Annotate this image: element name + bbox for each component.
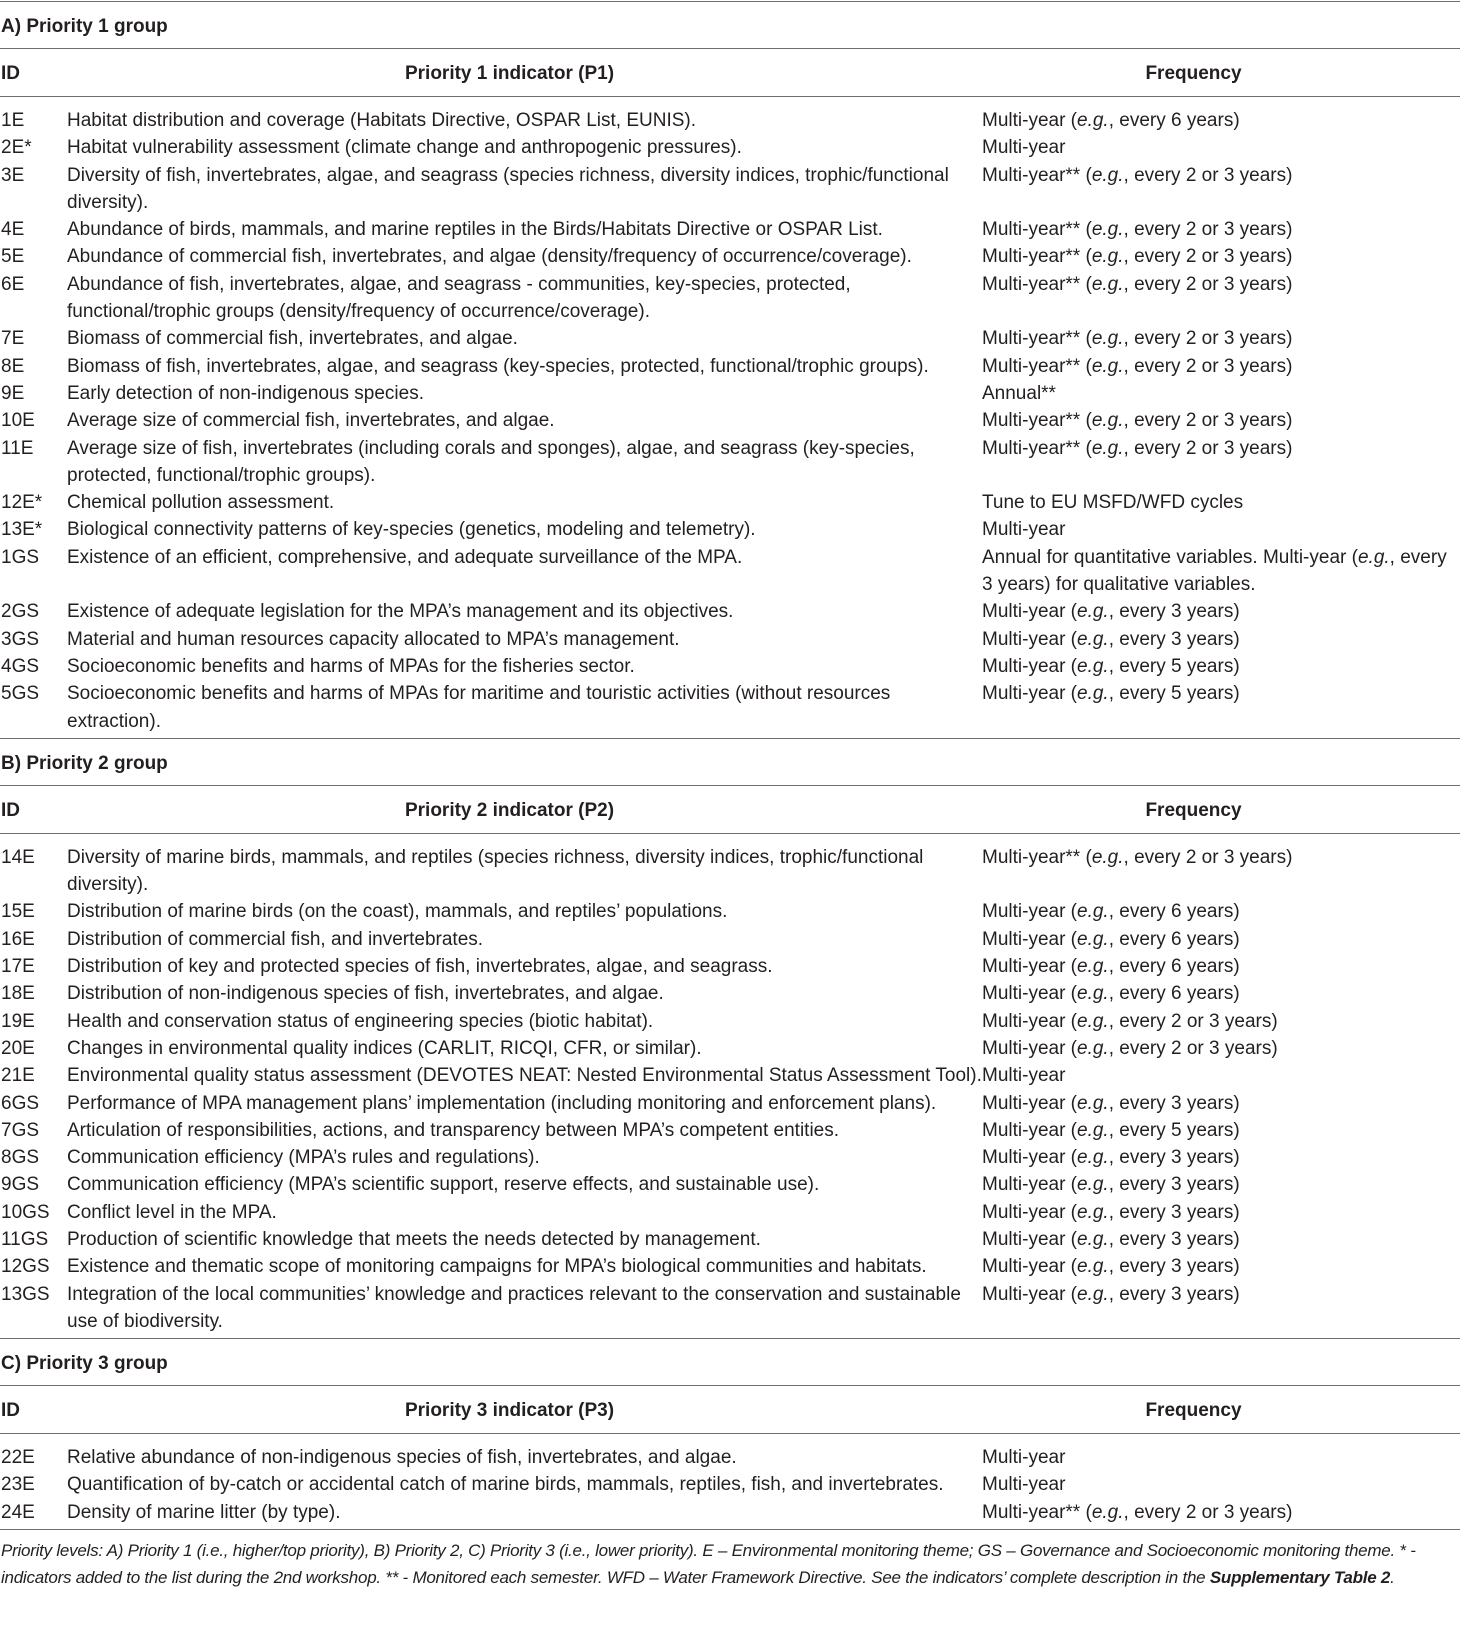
- cell-indicator: Abundance of commercial fish, invertebrates, and algae (density/frequency of occurrence/coverage).: [67, 246, 912, 268]
- group-title: A) Priority 1 group: [1, 16, 168, 37]
- cell-frequency: Multi-year** (e.g., every 2 or 3 years): [982, 355, 1293, 377]
- cell-indicator: Existence and thematic scope of monitoring campaigns for MPA’s biological communities and habitats.: [67, 1256, 927, 1278]
- cell-id: 6E: [1, 273, 25, 295]
- table-row: [0, 271, 1460, 326]
- column-header-frequency: Frequency: [1145, 63, 1242, 84]
- cell-id: 22E: [1, 1447, 35, 1469]
- column-header-indicator: Priority 2 indicator (P2): [404, 799, 615, 821]
- cell-frequency: Multi-year (e.g., every 5 years): [982, 683, 1240, 705]
- cell-indicator: Distribution of marine birds (on the coast), mammals, and reptiles’ populations.: [67, 901, 728, 923]
- cell-indicator: Average size of commercial fish, invertebrates, and algae.: [67, 410, 555, 432]
- cell-frequency: Multi-year (e.g., every 6 years): [982, 928, 1240, 950]
- cell-indicator: Communication efficiency (MPA’s scientific support, reserve effects, and sustainable use).: [67, 1174, 820, 1196]
- cell-frequency: Multi-year** (e.g., every 2 or 3 years): [982, 410, 1293, 432]
- table-row: [0, 489, 1460, 516]
- column-header-id: ID: [1, 799, 20, 821]
- table-row: [0, 1253, 1460, 1280]
- table-row: [0, 844, 1460, 899]
- cell-id: 3E: [1, 164, 25, 186]
- indicator-table: [0, 1, 1460, 1591]
- table-row: [0, 1199, 1460, 1226]
- cell-indicator: Articulation of responsibilities, actions, and transparency between MPA’s competent entities.: [67, 1119, 840, 1141]
- table-row: [0, 162, 1460, 217]
- header-row: [0, 49, 1460, 96]
- cell-indicator: Distribution of key and protected species of fish, invertebrates, algae, and seagrass.: [67, 956, 773, 978]
- table-row: [0, 516, 1460, 543]
- header-row: [0, 1386, 1460, 1433]
- cell-indicator: Biological connectivity patterns of key-species (genetics, modeling and telemetry).: [67, 519, 756, 541]
- cell-id: 15E: [1, 901, 35, 923]
- column-header-indicator: Priority 3 indicator (P3): [404, 1400, 615, 1422]
- cell-id: 1E: [1, 110, 25, 131]
- cell-id: 12GS: [1, 1256, 50, 1278]
- group-title: C) Priority 3 group: [1, 1353, 168, 1375]
- table-row: [0, 1499, 1460, 1526]
- cell-indicator: Distribution of commercial fish, and invertebrates.: [67, 928, 484, 950]
- cell-frequency: Multi-year (e.g., every 3 years): [982, 1147, 1240, 1169]
- cell-frequency: Multi-year: [982, 1065, 1066, 1087]
- cell-frequency: Multi-year (e.g., every 3 years): [982, 628, 1240, 650]
- cell-frequency: Multi-year: [982, 519, 1066, 541]
- footnote-text: Priority levels: A) Priority 1 (i.e., higher/top priority), B) Priority 2, C) Priority 3 (i.e., lower priority). E – Environmental monitoring theme; GS – Governance and Socioeconomic monitoring theme. * - indicators added to the list during the 2nd workshop. ** - Monitored each semester. WFD – Water Framework Directive. See the indicators’ complete description in the: [1, 1541, 1416, 1588]
- table-row: [0, 353, 1460, 380]
- table-row: [0, 980, 1460, 1007]
- cell-indicator: Health and conservation status of engineering species (biotic habitat).: [67, 1010, 654, 1032]
- cell-indicator: Production of scientific knowledge that meets the needs detected by management.: [67, 1228, 761, 1250]
- table-row: [0, 953, 1460, 980]
- cell-indicator: Density of marine litter (by type).: [67, 1501, 341, 1523]
- column-header-id: ID: [1, 63, 20, 84]
- cell-frequency: Annual**: [982, 382, 1056, 404]
- table-row: [0, 653, 1460, 680]
- cell-indicator: Habitat distribution and coverage (Habitats Directive, OSPAR List, EUNIS).: [67, 110, 697, 131]
- table-row: [0, 1117, 1460, 1144]
- cell-indicator: Habitat vulnerability assessment (climate change and anthropogenic pressures).: [67, 137, 742, 159]
- cell-indicator: Average size of fish, invertebrates (including corals and sponges), algae, and seagrass (key-species, protected, functional/trophic groups).: [67, 437, 915, 486]
- table-body: [0, 97, 1460, 738]
- cell-indicator: Quantification of by-catch or accidental catch of marine birds, mammals, reptiles, fish, and invertebrates.: [67, 1474, 944, 1496]
- cell-id: 7GS: [1, 1119, 40, 1141]
- table-row: [0, 680, 1460, 735]
- cell-indicator: Relative abundance of non-indigenous species of fish, invertebrates, and algae.: [67, 1447, 737, 1469]
- cell-indicator: Communication efficiency (MPA’s rules and regulations).: [67, 1147, 540, 1169]
- cell-indicator: Existence of an efficient, comprehensive, and adequate surveillance of the MPA.: [67, 546, 743, 568]
- column-header-id: ID: [1, 1400, 20, 1422]
- cell-id: 5GS: [1, 683, 40, 705]
- cell-id: 18E: [1, 983, 35, 1005]
- table-row: [0, 1226, 1460, 1253]
- cell-id: 11GS: [1, 1228, 49, 1250]
- cell-id: 14E: [1, 846, 35, 868]
- table-row: [0, 1171, 1460, 1198]
- cell-frequency: Multi-year (e.g., every 5 years): [982, 655, 1240, 677]
- cell-indicator: Socioeconomic benefits and harms of MPAs for maritime and touristic activities (without resources extraction).: [67, 683, 891, 732]
- cell-frequency: Multi-year (e.g., every 2 or 3 years): [982, 1037, 1278, 1059]
- cell-id: 21E: [1, 1065, 35, 1087]
- cell-id: 11E: [1, 437, 34, 459]
- cell-id: 17E: [1, 956, 35, 978]
- table-row: [0, 134, 1460, 161]
- table-row: [0, 1062, 1460, 1089]
- cell-id: 2GS: [1, 601, 40, 623]
- table-row: [0, 380, 1460, 407]
- cell-frequency: Multi-year** (e.g., every 2 or 3 years): [982, 164, 1293, 186]
- cell-indicator: Environmental quality status assessment (DEVOTES NEAT: Nested Environmental Status Assessment Tool).: [67, 1065, 982, 1087]
- header-row: [0, 786, 1460, 833]
- table-groups: [0, 2, 1460, 1530]
- cell-frequency: Annual for quantitative variables. Multi-year (e.g., every 3 years) for qualitative variables.: [982, 546, 1447, 596]
- cell-id: 20E: [1, 1037, 35, 1059]
- cell-id: 2E*: [1, 137, 32, 159]
- table-row: [0, 1035, 1460, 1062]
- cell-frequency: Multi-year (e.g., every 2 or 3 years): [982, 1010, 1278, 1032]
- cell-id: 13E*: [1, 519, 43, 541]
- cell-id: 3GS: [1, 628, 40, 650]
- cell-frequency: Multi-year: [982, 137, 1066, 159]
- table-row: [0, 435, 1460, 490]
- table-row: [0, 1471, 1460, 1498]
- group-title: B) Priority 2 group: [1, 752, 168, 774]
- cell-frequency: Multi-year (e.g., every 3 years): [982, 1256, 1240, 1278]
- table-row: [0, 107, 1460, 134]
- cell-indicator: Performance of MPA management plans’ implementation (including monitoring and enforcement plans).: [67, 1092, 937, 1114]
- table-row: [0, 898, 1460, 925]
- cell-indicator: Changes in environmental quality indices (CARLIT, RICQI, CFR, or similar).: [67, 1037, 702, 1059]
- cell-id: 1GS: [1, 546, 40, 568]
- table-row: [0, 1444, 1460, 1471]
- cell-id: 5E: [1, 246, 25, 268]
- cell-id: 8GS: [1, 1147, 40, 1169]
- table-row: [0, 1008, 1460, 1035]
- table-row: [0, 243, 1460, 270]
- cell-id: 4E: [1, 219, 25, 241]
- cell-indicator: Existence of adequate legislation for the MPA’s management and its objectives.: [67, 601, 734, 623]
- group-section: [0, 2, 1460, 739]
- cell-indicator: Biomass of commercial fish, invertebrates, and algae.: [67, 328, 518, 350]
- column-header-indicator: Priority 1 indicator (P1): [404, 63, 615, 84]
- cell-frequency: Multi-year (e.g., every 3 years): [982, 1201, 1240, 1223]
- cell-id: 24E: [1, 1501, 35, 1523]
- cell-id: 8E: [1, 355, 25, 377]
- table-body: [0, 834, 1460, 1338]
- table-row: [0, 216, 1460, 243]
- cell-frequency: Multi-year** (e.g., every 2 or 3 years): [982, 219, 1293, 241]
- cell-indicator: Chemical pollution assessment.: [67, 492, 335, 514]
- table-row: [0, 626, 1460, 653]
- cell-id: 6GS: [1, 1092, 40, 1114]
- footnote-end: .: [1390, 1568, 1395, 1588]
- cell-frequency: Multi-year (e.g., every 6 years): [982, 901, 1240, 923]
- group-section: [0, 739, 1460, 1339]
- cell-id: 4GS: [1, 655, 40, 677]
- cell-indicator: Diversity of marine birds, mammals, and reptiles (species richness, diversity indices, trophic/functional diversity).: [67, 846, 924, 896]
- cell-frequency: Multi-year** (e.g., every 2 or 3 years): [982, 1501, 1293, 1523]
- cell-frequency: Multi-year** (e.g., every 2 or 3 years): [982, 273, 1293, 295]
- supplementary-table-link[interactable]: Supplementary Table 2: [1209, 1568, 1391, 1588]
- table-row: [0, 598, 1460, 625]
- cell-id: 9GS: [1, 1174, 40, 1196]
- cell-frequency: Multi-year: [982, 1474, 1066, 1496]
- cell-id: 9E: [1, 382, 25, 404]
- cell-id: 23E: [1, 1474, 35, 1496]
- cell-frequency: Multi-year** (e.g., every 2 or 3 years): [982, 846, 1293, 868]
- table-row: [0, 1090, 1460, 1117]
- cell-indicator: Abundance of fish, invertebrates, algae, and seagrass - communities, key-species, protected, functional/trophic groups (density/frequency of occurrence/coverage).: [67, 273, 851, 323]
- cell-indicator: Early detection of non-indigenous species.: [67, 382, 425, 404]
- table-row: [0, 1144, 1460, 1171]
- column-header-frequency: Frequency: [1145, 1400, 1242, 1422]
- cell-frequency: Multi-year (e.g., every 6 years): [982, 983, 1240, 1005]
- cell-frequency: Multi-year: [982, 1447, 1066, 1469]
- table-row: [0, 325, 1460, 352]
- cell-indicator: Distribution of non-indigenous species of fish, invertebrates, and algae.: [67, 983, 664, 1005]
- table-body: [0, 1434, 1460, 1529]
- cell-id: 12E*: [1, 492, 43, 514]
- cell-frequency: Multi-year** (e.g., every 2 or 3 years): [982, 437, 1293, 459]
- cell-id: 10GS: [1, 1201, 50, 1223]
- cell-frequency: Multi-year (e.g., every 3 years): [982, 1174, 1240, 1196]
- cell-id: 19E: [1, 1010, 35, 1032]
- table-row: [0, 926, 1460, 953]
- cell-indicator: Abundance of birds, mammals, and marine reptiles in the Birds/Habitats Directive or OSPAR List.: [67, 219, 883, 241]
- cell-id: 10E: [1, 410, 35, 432]
- cell-indicator: Material and human resources capacity allocated to MPA’s management.: [67, 628, 680, 650]
- cell-id: 16E: [1, 928, 35, 950]
- cell-frequency: Multi-year (e.g., every 6 years): [982, 956, 1240, 978]
- cell-frequency: Multi-year (e.g., every 5 years): [982, 1119, 1240, 1141]
- cell-indicator: Integration of the local communities’ knowledge and practices relevant to the conservation and sustainable use of biodiversity.: [67, 1283, 961, 1332]
- cell-indicator: Diversity of fish, invertebrates, algae, and seagrass (species richness, diversity indices, trophic/functional diversity).: [67, 164, 949, 213]
- cell-frequency: Multi-year (e.g., every 3 years): [982, 1283, 1240, 1305]
- table-row: [0, 544, 1460, 599]
- table-footnote: [0, 1530, 1460, 1591]
- cell-frequency: Multi-year (e.g., every 3 years): [982, 601, 1240, 623]
- cell-frequency: Tune to EU MSFD/WFD cycles: [982, 492, 1244, 514]
- cell-id: 7E: [1, 328, 25, 350]
- cell-indicator: Biomass of fish, invertebrates, algae, and seagrass (key-species, protected, functional/trophic groups).: [67, 355, 929, 377]
- table-row: [0, 407, 1460, 434]
- cell-indicator: Socioeconomic benefits and harms of MPAs for the fisheries sector.: [67, 655, 635, 677]
- cell-id: 13GS: [1, 1283, 50, 1305]
- column-header-frequency: Frequency: [1145, 799, 1242, 821]
- cell-frequency: Multi-year** (e.g., every 2 or 3 years): [982, 246, 1293, 268]
- cell-frequency: Multi-year (e.g., every 3 years): [982, 1228, 1240, 1250]
- cell-indicator: Conflict level in the MPA.: [67, 1201, 277, 1223]
- cell-frequency: Multi-year (e.g., every 3 years): [982, 1092, 1240, 1114]
- cell-frequency: Multi-year** (e.g., every 2 or 3 years): [982, 328, 1293, 350]
- cell-frequency: Multi-year (e.g., every 6 years): [982, 110, 1240, 131]
- group-section: [0, 1339, 1460, 1530]
- table-row: [0, 1281, 1460, 1336]
